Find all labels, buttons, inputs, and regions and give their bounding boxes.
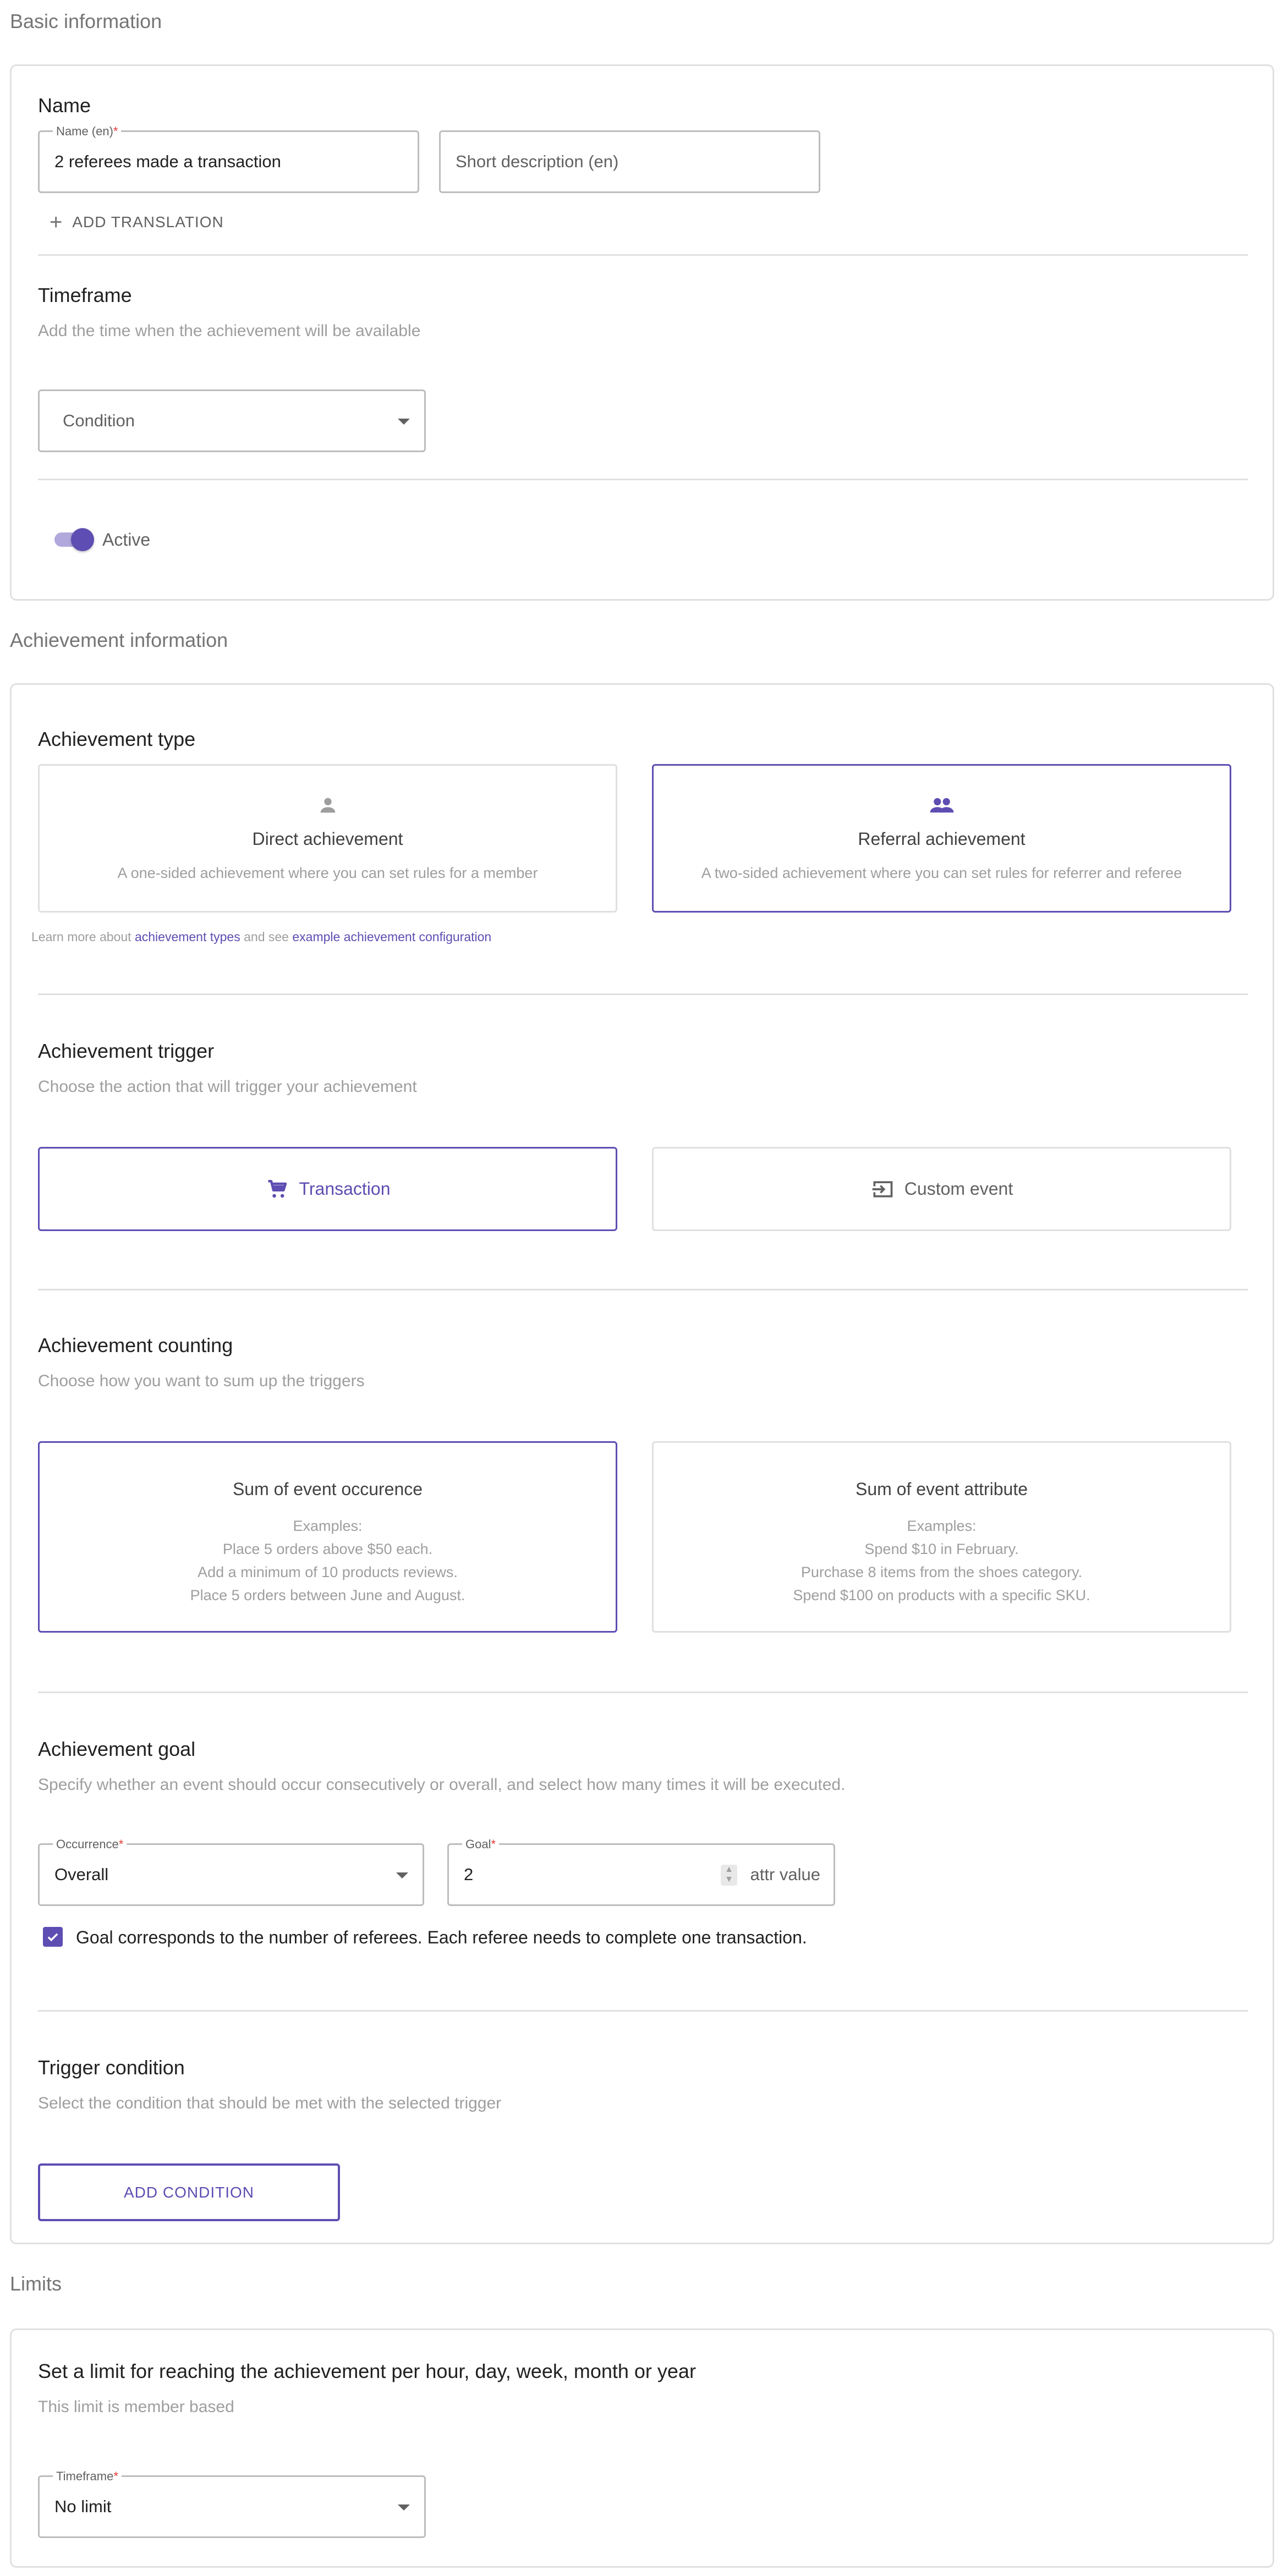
goal-input[interactable] (447, 1837, 835, 1906)
divider (38, 479, 1248, 480)
referral-achievement-option[interactable] (652, 764, 1231, 913)
referral-achievement-title: Referral achievement (858, 829, 1026, 849)
cart-icon (265, 1177, 289, 1201)
dropdown-caret-icon (398, 419, 410, 425)
limits-section-title: Limits (10, 2272, 62, 2295)
basic-section-title: Basic information (10, 10, 162, 32)
achievement-counting-subtitle: Choose how you want to sum up the triggers (38, 1372, 365, 1390)
input-icon (870, 1177, 895, 1201)
transaction-trigger-option[interactable] (38, 1147, 617, 1231)
plus-icon: + (50, 210, 63, 234)
referee-checkbox[interactable] (43, 1927, 63, 1947)
trigger-condition-heading: Trigger condition (38, 2056, 185, 2079)
example-configuration-link[interactable]: example achievement configuration (292, 930, 492, 944)
achievement-trigger-heading: Achievement trigger (38, 1040, 215, 1062)
achievement-type-heading: Achievement type (38, 728, 196, 750)
limit-timeframe-label: Timeframe* (53, 2469, 122, 2484)
direct-achievement-title: Direct achievement (252, 829, 403, 849)
learn-more-text: Learn more about achievement types and see example achievement configuration (31, 930, 492, 944)
active-label: Active (102, 530, 151, 550)
add-translation-button[interactable] (50, 211, 224, 233)
goal-label: Goal* (462, 1837, 499, 1852)
achievement-counting-heading: Achievement counting (38, 1334, 233, 1356)
achievement-section-title: Achievement information (10, 629, 228, 651)
sum-event-occurrence-examples: Examples: Place 5 orders above $50 each. Add a minimum of 10 products reviews. Place 5 orders between June and August. (190, 1518, 465, 1603)
condition-select[interactable] (38, 389, 426, 452)
limits-heading: Set a limit for reaching the achievement per hour, day, week, month or year (38, 2360, 696, 2382)
short-description-placeholder: Short description (en) (456, 152, 619, 171)
basic-info-card (10, 64, 1274, 601)
condition-select-value: Condition (63, 411, 135, 430)
transaction-trigger-label: Transaction (299, 1179, 391, 1199)
achievement-info-card (10, 683, 1274, 2244)
check-icon (45, 1929, 61, 1945)
name-field-label: Name (en)* (53, 124, 121, 139)
direct-achievement-desc: A one-sided achievement where you can set rules for a member (117, 865, 538, 881)
sum-event-occurrence-option[interactable] (38, 1441, 617, 1633)
achievement-types-link[interactable]: achievement types (134, 930, 240, 944)
limit-timeframe-select[interactable] (38, 2469, 426, 2538)
sum-event-attribute-examples: Examples: Spend $10 in February. Purchase 8 items from the shoes category. Spend $100 on products with a specific SKU. (793, 1518, 1090, 1603)
add-translation-label: ADD TRANSLATION (72, 213, 224, 230)
custom-event-trigger-label: Custom event (904, 1179, 1013, 1199)
custom-event-trigger-option[interactable] (652, 1147, 1231, 1231)
occurrence-value: Overall (54, 1865, 109, 1884)
name-field-value: 2 referees made a transaction (54, 152, 281, 171)
referee-checkbox-label: Goal corresponds to the number of referees. Each referee needs to complete one transaction. (76, 1927, 807, 1947)
divider (38, 1289, 1248, 1290)
limit-timeframe-value: No limit (54, 2497, 112, 2516)
timeframe-heading: Timeframe (38, 284, 132, 306)
timeframe-subtitle: Add the time when the achievement will be available (38, 322, 421, 340)
active-toggle[interactable] (51, 528, 94, 551)
people-icon (654, 794, 1230, 816)
short-description-field[interactable] (439, 130, 820, 193)
achievement-goal-subtitle: Specify whether an event should occur consecutively or overall, and select how many times it will be executed. (38, 1776, 846, 1794)
direct-achievement-option[interactable] (38, 764, 617, 913)
goal-suffix: attr value (750, 1865, 820, 1884)
dropdown-caret-icon (398, 2504, 410, 2511)
sum-event-attribute-option[interactable] (652, 1441, 1231, 1633)
achievement-trigger-subtitle: Choose the action that will trigger your achievement (38, 1078, 417, 1096)
achievement-goal-heading: Achievement goal (38, 1738, 196, 1760)
number-spinner-icon[interactable]: ▲ ▼ (721, 1865, 737, 1886)
name-heading: Name (38, 94, 91, 117)
add-condition-button[interactable] (38, 2163, 340, 2221)
referral-achievement-desc: A two-sided achievement where you can set rules for referrer and referee (701, 865, 1182, 881)
goal-value: 2 (464, 1865, 474, 1884)
sum-event-attribute-title: Sum of event attribute (855, 1479, 1028, 1499)
divider (38, 2010, 1248, 2012)
sum-event-occurrence-title: Sum of event occurence (232, 1479, 423, 1499)
trigger-condition-subtitle: Select the condition that should be met with the selected trigger (38, 2094, 502, 2112)
occurrence-label: Occurrence* (53, 1837, 127, 1852)
name-field[interactable] (38, 124, 419, 193)
limits-subtitle: This limit is member based (38, 2398, 234, 2416)
occurrence-select[interactable] (38, 1837, 424, 1906)
limits-card (10, 2328, 1274, 2568)
person-icon (40, 794, 616, 816)
dropdown-caret-icon (396, 1872, 408, 1879)
divider (38, 254, 1248, 256)
add-condition-label: ADD CONDITION (124, 2183, 254, 2201)
divider (38, 993, 1248, 995)
divider (38, 1691, 1248, 1693)
